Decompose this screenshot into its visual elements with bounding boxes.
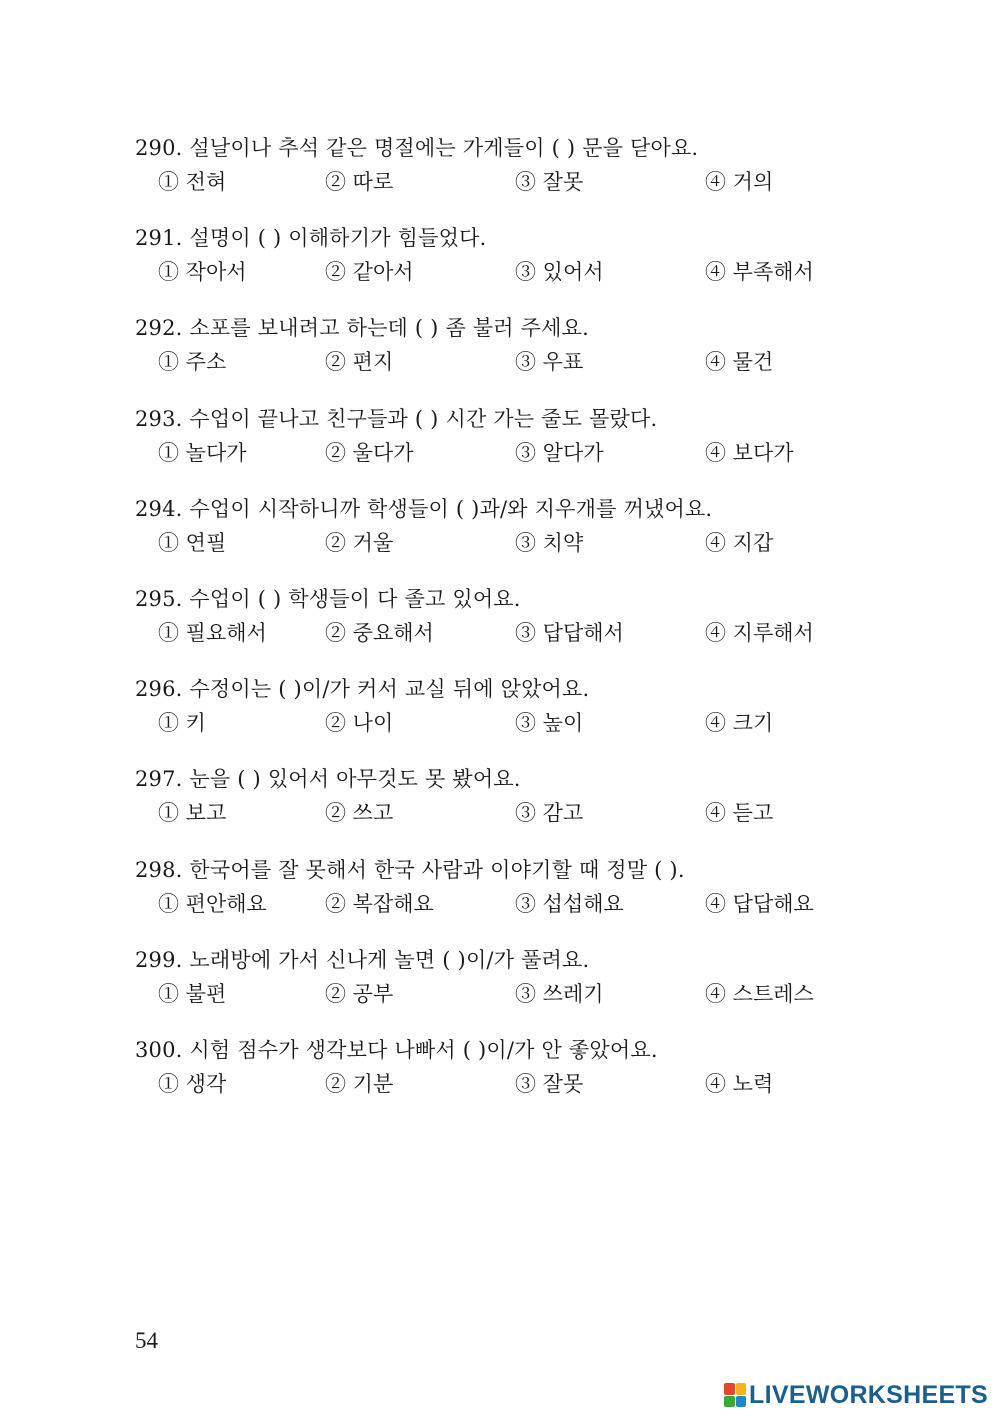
- option-2[interactable]: ② 거울: [325, 530, 394, 555]
- liveworksheets-logo-icon: [724, 1383, 746, 1407]
- question-292: [135, 311, 895, 401]
- option-4[interactable]: ④ 보다가: [705, 440, 794, 465]
- answer-options: [135, 1067, 895, 1101]
- question-299: [135, 943, 895, 1033]
- option-2[interactable]: ② 같아서: [325, 260, 414, 285]
- option-4[interactable]: ④ 답답해요: [705, 891, 814, 916]
- question-296: [135, 672, 895, 762]
- question-295: [135, 582, 895, 672]
- option-1[interactable]: ① 편안해요: [158, 891, 267, 916]
- option-4[interactable]: ④ 지갑: [705, 530, 774, 555]
- option-4[interactable]: ④ 거의: [705, 170, 774, 194]
- answer-options: [135, 977, 895, 1011]
- answer-options: [135, 526, 895, 560]
- option-3[interactable]: ③ 잘못: [515, 170, 584, 194]
- option-3[interactable]: ③ 높이: [515, 711, 584, 736]
- logo-block: [736, 1383, 747, 1395]
- question-stem: 297. 눈을 ( ) 있어서 아무것도 못 봤어요.: [135, 767, 521, 792]
- answer-options: [135, 706, 895, 740]
- answer-options: [135, 616, 895, 650]
- option-1[interactable]: ① 연필: [158, 530, 227, 555]
- option-3[interactable]: ③ 우표: [515, 350, 584, 375]
- question-297: [135, 762, 895, 852]
- logo-block: [736, 1396, 747, 1408]
- question-stem: 299. 노래방에 가서 신나게 놀면 ( )이/가 풀려요.: [135, 947, 590, 972]
- question-stem: 295. 수업이 ( ) 학생들이 다 졸고 있어요.: [135, 586, 521, 611]
- option-1[interactable]: ① 전혀: [158, 170, 227, 194]
- option-4[interactable]: ④ 노력: [705, 1071, 774, 1096]
- option-4[interactable]: ④ 부족해서: [705, 260, 814, 285]
- question-stem: 300. 시험 점수가 생각보다 나빠서 ( )이/가 안 좋았어요.: [135, 1037, 658, 1062]
- option-1[interactable]: ① 작아서: [158, 260, 247, 285]
- question-stem: 291. 설명이 ( ) 이해하기가 힘들었다.: [135, 226, 487, 251]
- option-2[interactable]: ② 기분: [325, 1071, 394, 1096]
- question-stem: 290. 설날이나 추석 같은 명절에는 가게들이 ( ) 문을 닫아요.: [135, 136, 699, 160]
- option-4[interactable]: ④ 스트레스: [705, 981, 814, 1006]
- answer-options: [135, 796, 895, 830]
- page-number: 54: [135, 1328, 158, 1353]
- option-3[interactable]: ③ 감고: [515, 801, 584, 826]
- brand-name: LIVEWORKSHEETS: [749, 1380, 988, 1409]
- question-stem: 293. 수업이 끝나고 친구들과 ( ) 시간 가는 줄도 몰랐다.: [135, 406, 658, 431]
- option-2[interactable]: ② 중요해서: [325, 620, 434, 645]
- option-1[interactable]: ① 놀다가: [158, 440, 247, 465]
- option-1[interactable]: ① 필요해서: [158, 620, 267, 645]
- option-4[interactable]: ④ 크기: [705, 711, 774, 736]
- option-4[interactable]: ④ 물건: [705, 350, 774, 375]
- question-list: [135, 131, 895, 1123]
- question-290: [135, 131, 895, 221]
- option-4[interactable]: ④ 듣고: [705, 801, 774, 826]
- liveworksheets-brand[interactable]: [724, 1380, 988, 1410]
- option-2[interactable]: ② 복잡해요: [325, 891, 434, 916]
- option-3[interactable]: ③ 쓰레기: [515, 981, 604, 1006]
- option-1[interactable]: ① 보고: [158, 801, 227, 826]
- answer-options: [135, 165, 895, 199]
- logo-block: [724, 1383, 735, 1395]
- question-293: [135, 402, 895, 492]
- answer-options: [135, 436, 895, 470]
- option-4[interactable]: ④ 지루해서: [705, 620, 814, 645]
- option-1[interactable]: ① 불편: [158, 981, 227, 1006]
- logo-block: [724, 1396, 735, 1408]
- answer-options: [135, 887, 895, 921]
- option-2[interactable]: ② 편지: [325, 350, 394, 375]
- option-1[interactable]: ① 생각: [158, 1071, 227, 1096]
- option-1[interactable]: ① 주소: [158, 350, 227, 375]
- option-2[interactable]: ② 울다가: [325, 440, 414, 465]
- option-2[interactable]: ② 나이: [325, 711, 394, 736]
- answer-options: [135, 345, 895, 379]
- question-stem: 294. 수업이 시작하니까 학생들이 ( )과/와 지우개를 꺼냈어요.: [135, 496, 713, 521]
- question-294: [135, 492, 895, 582]
- question-300: [135, 1033, 895, 1123]
- option-2[interactable]: ② 쓰고: [325, 801, 394, 826]
- option-3[interactable]: ③ 잘못: [515, 1071, 584, 1096]
- option-3[interactable]: ③ 있어서: [515, 260, 604, 285]
- question-stem: 298. 한국어를 잘 못해서 한국 사람과 이야기할 때 정말 ( ).: [135, 857, 685, 882]
- question-stem: 296. 수정이는 ( )이/가 커서 교실 뒤에 앉았어요.: [135, 677, 590, 702]
- question-stem: 292. 소포를 보내려고 하는데 ( ) 좀 불러 주세요.: [135, 316, 589, 341]
- option-3[interactable]: ③ 치약: [515, 530, 584, 555]
- option-2[interactable]: ② 공부: [325, 981, 394, 1006]
- option-3[interactable]: ③ 섭섭해요: [515, 891, 624, 916]
- answer-options: [135, 255, 895, 289]
- question-291: [135, 221, 895, 311]
- option-3[interactable]: ③ 답답해서: [515, 620, 624, 645]
- option-3[interactable]: ③ 알다가: [515, 440, 604, 465]
- option-1[interactable]: ① 키: [158, 711, 206, 736]
- question-298: [135, 853, 895, 943]
- option-2[interactable]: ② 따로: [325, 170, 394, 194]
